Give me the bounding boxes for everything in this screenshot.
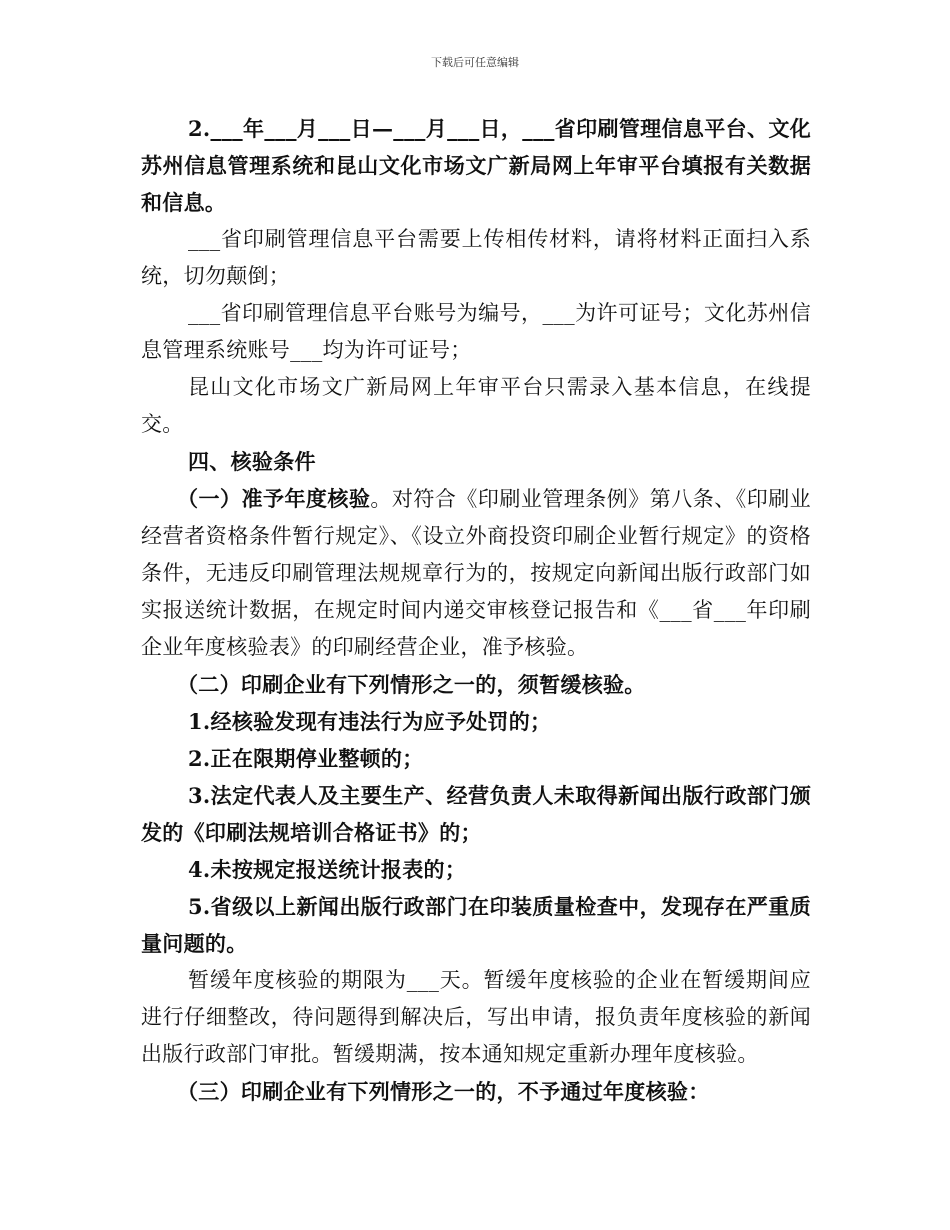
subheading-suspend: （二）印刷企业有下列情形之一的，须暂缓核验。	[177, 672, 646, 697]
list-item-suspend-3: 3.法定代表人及主要生产、经营负责人未取得新闻出版行政部门颁发的《印刷法规培训合格证书》的；	[141, 783, 811, 845]
paragraph-platform-dates: 2.___年___月___日—___月___日，___省印刷管理信息平台、文化苏州信息管理系统和昆山文化市场文广新局网上年审平台填报有关数据和信息。	[141, 116, 811, 215]
paragraph-online-submit: 昆山文化市场文广新局网上年审平台只需录入基本信息，在线提交。	[141, 375, 811, 436]
paragraph-upload-materials: ___省印刷管理信息平台需要上传相传材料，请将材料正面扫入系统，切勿颠倒；	[141, 227, 811, 288]
paragraph-suspend-period: 暂缓年度核验的期限为___天。暂缓年度核验的企业在暂缓期间应进行仔细整改，待问题得到解决后，写出申请，报负责年度核验的新闻出版行政部门审批。暂缓期满，按本通知规定重新办理年度核验。	[141, 968, 811, 1066]
subheading-approve: （一）准予年度核验	[177, 486, 371, 511]
page-header: 下载后可任意编辑	[431, 56, 519, 69]
document-body	[141, 110, 811, 1110]
list-item-suspend-4: 4.未按规定报送统计报表的；	[188, 857, 467, 882]
subheading-reject: （三）印刷企业有下列情形之一的，不予通过年度核验：	[177, 1079, 710, 1104]
list-item-suspend-2: 2.正在限期停业整顿的；	[188, 746, 424, 771]
section-heading-conditions: 四、核验条件	[188, 449, 316, 474]
paragraph-approve-verification	[141, 480, 811, 666]
paragraph-approve-text: 。对符合《印刷业管理条例》第八条、《印刷业经营者资格条件暂行规定》、《设立外商投资印刷企业暂行规定》的资格条件，无违反印刷管理法规规章行为的，按规定向新闻出版行政部门如实报送统计数据，在规定时间内递交审核登记报告和《___省___年印刷企业年度核验表》的印刷经营企业，准予核验。	[141, 487, 811, 659]
paragraph-account-info: ___省印刷管理信息平台账号为编号，___为许可证号；文化苏州信息管理系统账号___均为许可证号；	[141, 301, 811, 362]
list-item-suspend-1: 1.经核验发现有违法行为应予处罚的；	[188, 709, 552, 734]
list-item-suspend-5: 5.省级以上新闻出版行政部门在印装质量检查中，发现存在严重质量问题的。	[141, 894, 811, 956]
